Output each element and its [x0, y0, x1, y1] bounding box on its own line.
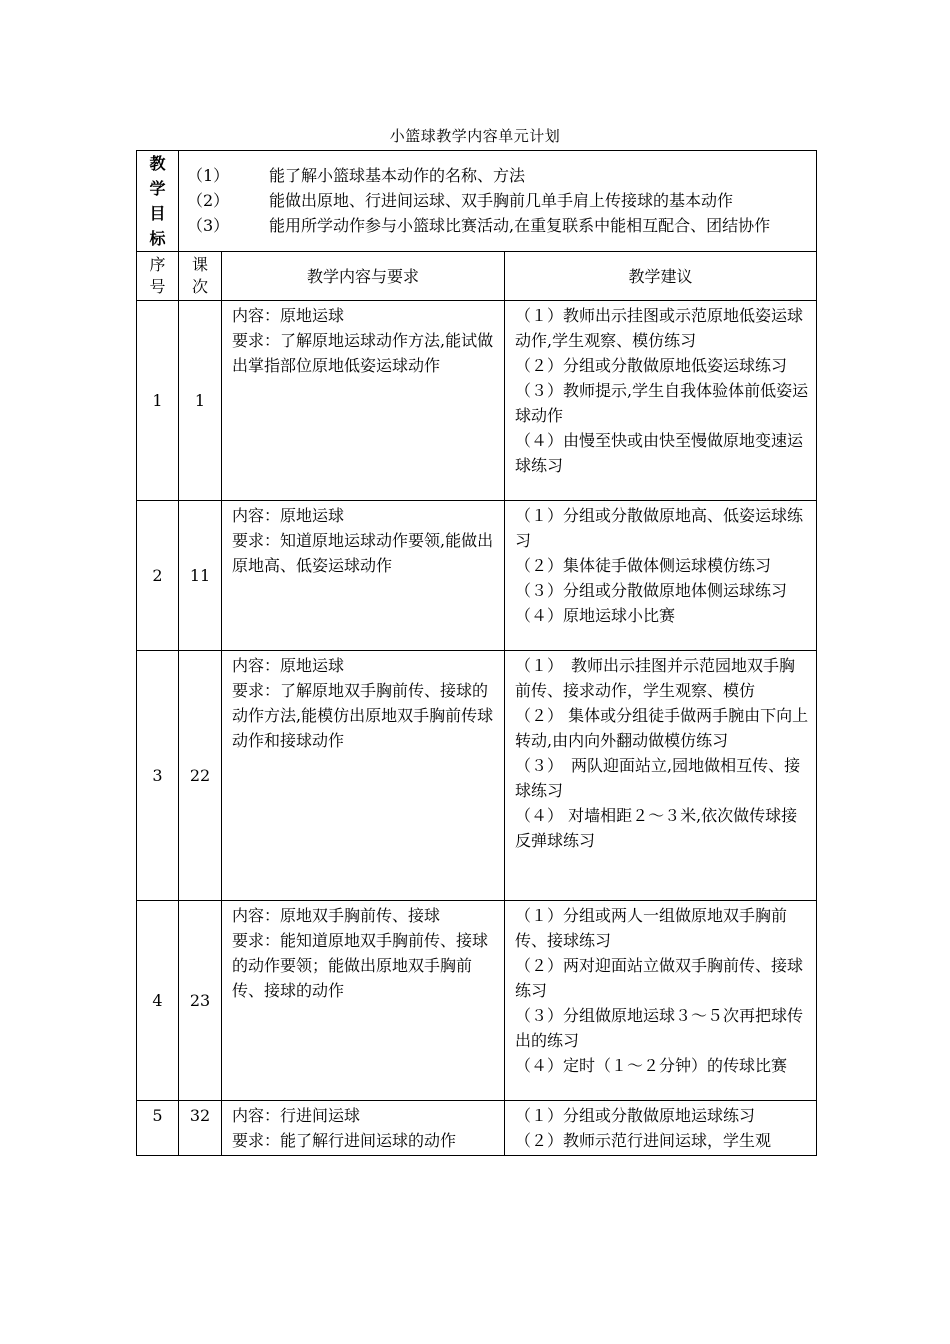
lesson-cell: 23 — [179, 901, 222, 1101]
objectives-list — [179, 151, 817, 252]
lesson-cell: 1 — [179, 301, 222, 501]
seq-cell: 1 — [137, 301, 179, 501]
objective-item: （1） 能了解小篮球基本动作的名称、方法 — [187, 166, 526, 185]
header-seq: 序 号 — [137, 252, 179, 301]
header-lesson: 课 次 — [179, 252, 222, 301]
content-cell: 内容：原地运球 要求：了解原地运球动作方法,能试做出掌指部位原地低姿运球动作 — [222, 301, 505, 501]
lesson-cell: 22 — [179, 651, 222, 901]
content-cell: 内容：原地运球 要求：了解原地双手胸前传、接球的动作方法,能模仿出原地双手胸前传球动作和接球动作 — [222, 651, 505, 901]
content-cell: 内容：原地双手胸前传、接球 要求：能知道原地双手胸前传、接球的动作要领；能做出原地双手胸前传、接球的动作 — [222, 901, 505, 1101]
advice-cell: （１）分组或分散做原地高、低姿运球练习 （２）集体徒手做体侧运球模仿练习 （３）分组或分散做原地体侧运球练习 （４）原地运球小比赛 — [505, 501, 817, 651]
advice-cell: （１） 教师出示挂图并示范园地双手胸前传、接求动作，学生观察、模仿 （２） 集体或分组徒手做两手腕由下向上转动,由内向外翻动做模仿练习 （３） 两队迎面站立,园地做相互传、接球练习 （４） 对墙相距２～３米,依次做传球接反弹球练习 — [505, 651, 817, 901]
page-title: 小篮球教学内容单元计划 — [389, 127, 561, 145]
unit-plan-table — [136, 150, 817, 1156]
advice-cell: （１）分组或两人一组做原地双手胸前传、接球练习 （２）两对迎面站立做双手胸前传、接球练习 （３）分组做原地运球３～５次再把球传出的练习 （４）定时（１～２分钟）的传球比赛 — [505, 901, 817, 1101]
seq-cell: 5 — [137, 1101, 179, 1156]
header-advice: 教学建议 — [505, 252, 817, 301]
content-cell: 内容：行进间运球 要求：能了解行进间运球的动作 — [222, 1101, 505, 1156]
objectives-label: 教 学 目 标 — [137, 151, 179, 252]
table-row — [137, 651, 817, 901]
content-cell: 内容：原地运球 要求：知道原地运球动作要领,能做出原地高、低姿运球动作 — [222, 501, 505, 651]
header-row — [137, 252, 817, 301]
objective-item: （2） 能做出原地、行进间运球、双手胸前几单手肩上传接球的基本动作 — [187, 191, 734, 210]
table-row — [137, 301, 817, 501]
advice-cell: （１）教师出示挂图或示范原地低姿运球动作,学生观察、模仿练习 （２）分组或分散做原地低姿运球练习 （３）教师提示,学生自我体验体前低姿运球动作 （４）由慢至快或由快至慢做原地变速运球练习 — [505, 301, 817, 501]
objectives-row — [137, 151, 817, 252]
seq-cell: 3 — [137, 651, 179, 901]
objective-item: （3） 能用所学动作参与小篮球比赛活动,在重复联系中能相互配合、团结协作 — [187, 216, 771, 235]
table-row — [137, 501, 817, 651]
seq-cell: 4 — [137, 901, 179, 1101]
header-content: 教学内容与要求 — [222, 252, 505, 301]
seq-cell: 2 — [137, 501, 179, 651]
advice-cell: （１）分组或分散做原地运球练习 （２）教师示范行进间运球，学生观 — [505, 1101, 817, 1156]
lesson-cell: 11 — [179, 501, 222, 651]
table-row — [137, 1101, 817, 1156]
lesson-cell: 32 — [179, 1101, 222, 1156]
table-row — [137, 901, 817, 1101]
